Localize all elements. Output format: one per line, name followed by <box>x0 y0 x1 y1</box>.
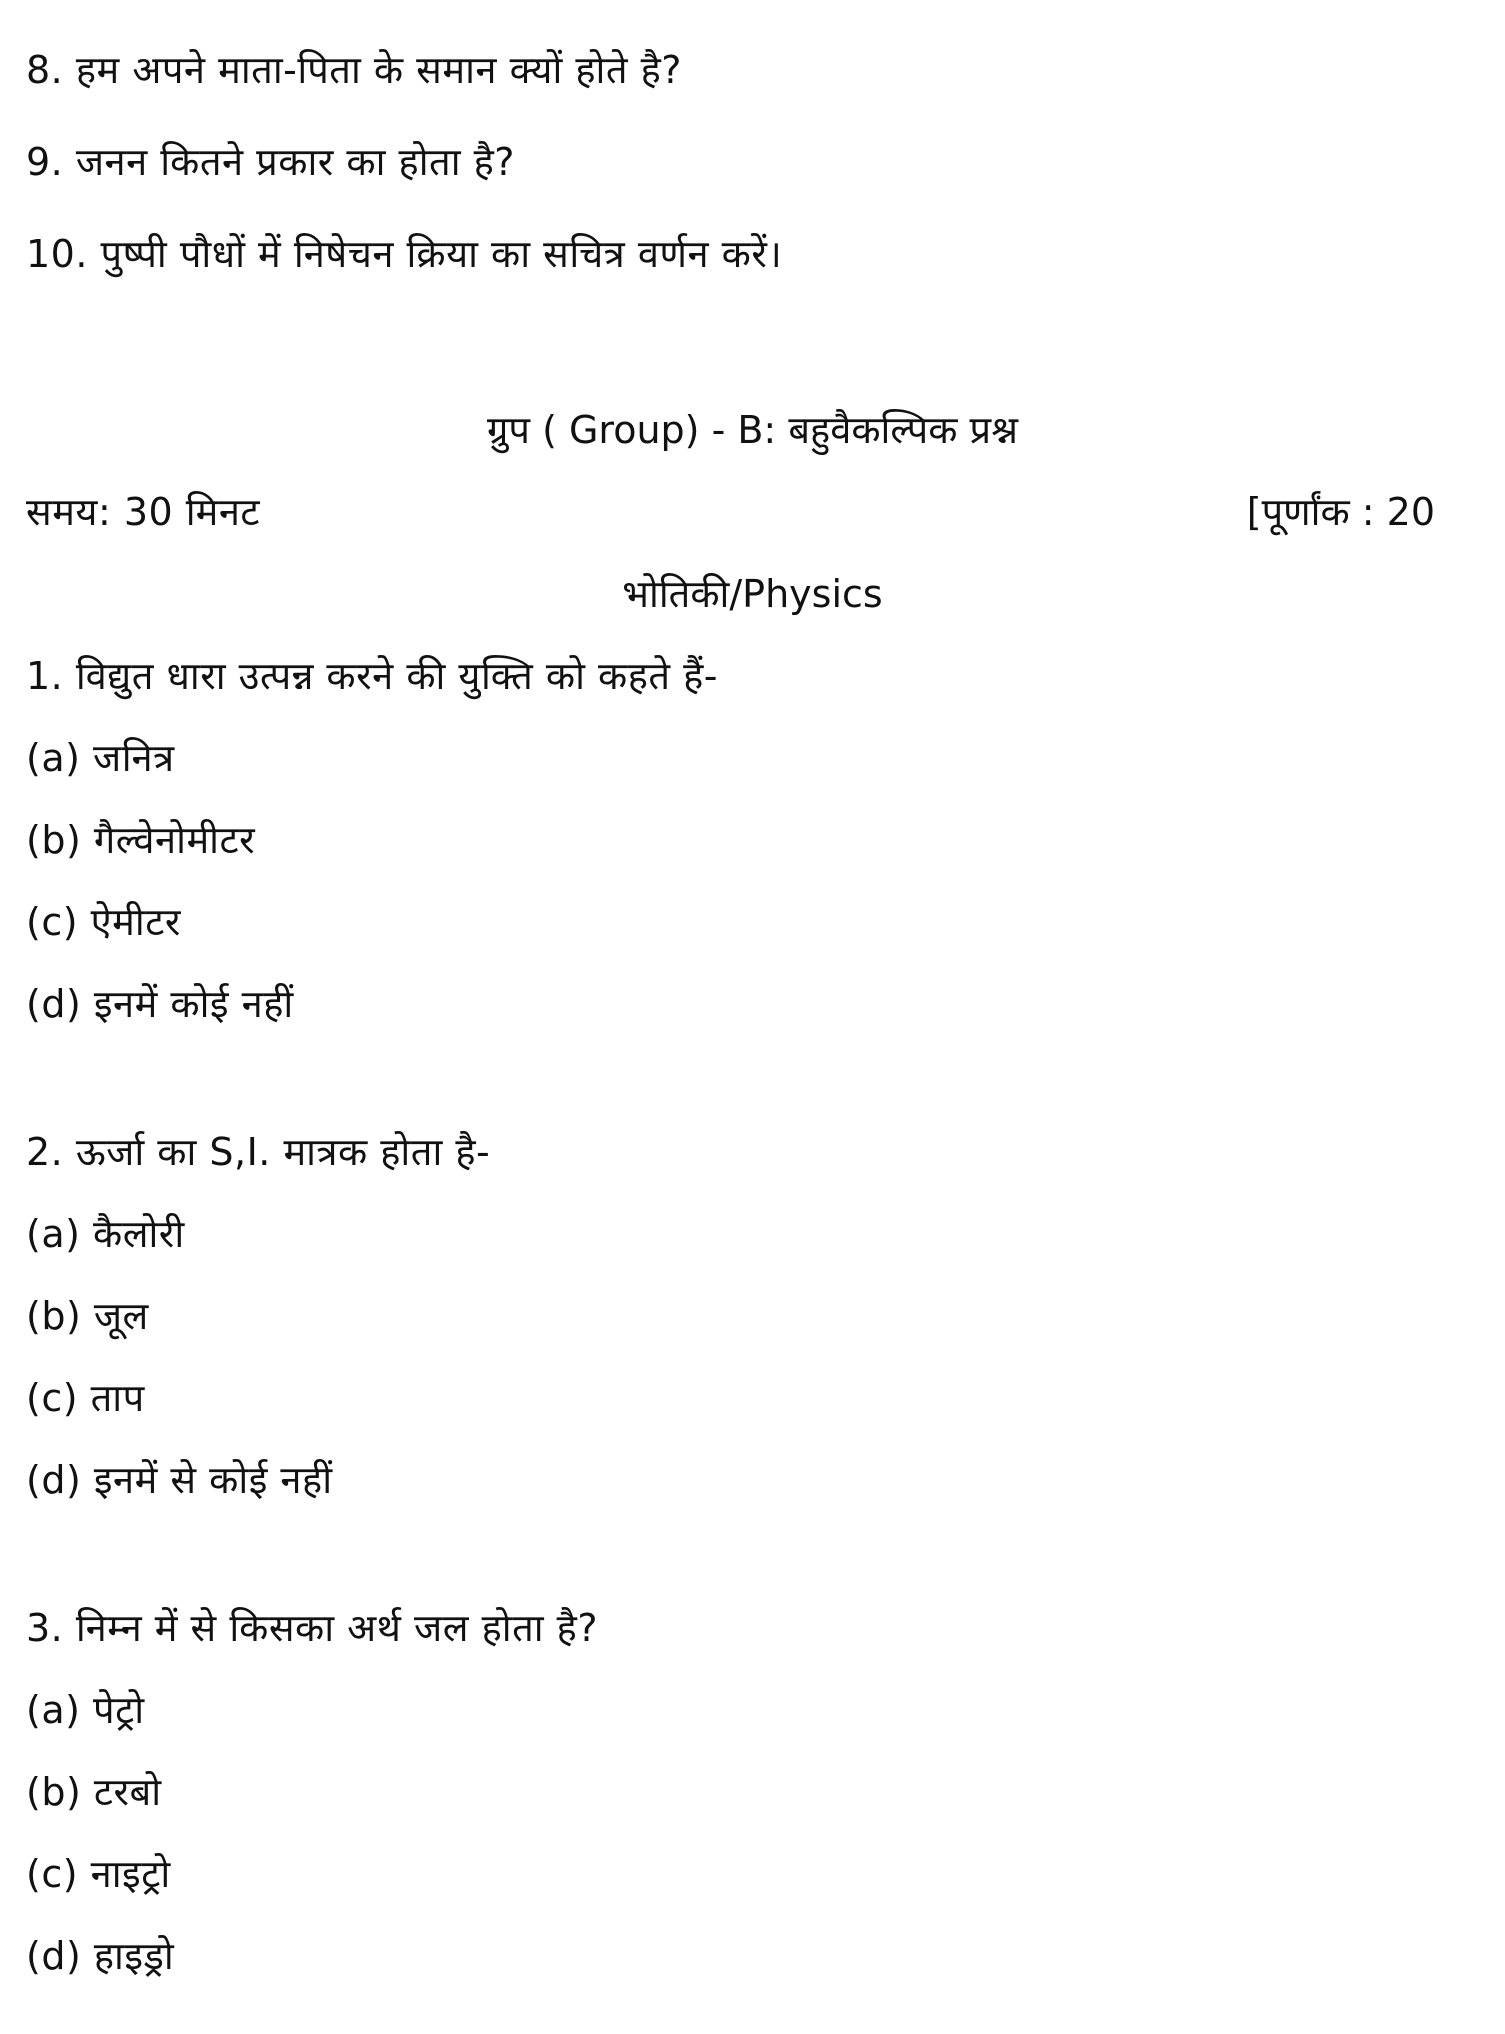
mcq-option: (d) इनमें से कोई नहीं <box>26 1458 333 1502</box>
mcq-option: (c) ताप <box>26 1376 145 1420</box>
full-marks-label: [पूर्णांक : 20 <box>1246 490 1435 534</box>
question-10: 10. पुष्पी पौधों में निषेचन क्रिया का सचित्र वर्णन करें। <box>26 232 783 276</box>
mcq-option: (b) टरबो <box>26 1770 162 1814</box>
question-8: 8. हम अपने माता-पिता के समान क्यों होते है? <box>26 48 682 92</box>
time-label: समय: 30 मिनट <box>26 490 261 534</box>
mcq-option: (c) ऐमीटर <box>26 900 181 944</box>
mcq-option: (a) कैलोरी <box>26 1212 185 1256</box>
question-9: 9. जनन कितने प्रकार का होता है? <box>26 140 515 184</box>
mcq-question: 1. विद्युत धारा उत्पन्न करने की युक्ति को कहते हैं- <box>26 654 719 698</box>
subject-heading: भोतिकी/Physics <box>622 572 883 616</box>
mcq-option: (a) जनित्र <box>26 736 175 780</box>
mcq-option: (c) नाइट्रो <box>26 1852 171 1896</box>
mcq-question: 3. निम्न में से किसका अर्थ जल होता है? <box>26 1606 599 1650</box>
mcq-option: (d) इनमें कोई नहीं <box>26 982 294 1026</box>
mcq-question: 2. ऊर्जा का S,I. मात्रक होता है- <box>26 1130 491 1174</box>
mcq-option: (b) जूल <box>26 1294 149 1338</box>
mcq-option: (a) पेट्रो <box>26 1688 145 1732</box>
mcq-option: (b) गैल्वेनोमीटर <box>26 818 256 862</box>
mcq-option: (d) हाइड्रो <box>26 1934 175 1978</box>
group-heading: ग्रुप ( Group) - B: बहुवैकल्पिक प्रश्न <box>486 408 1018 452</box>
